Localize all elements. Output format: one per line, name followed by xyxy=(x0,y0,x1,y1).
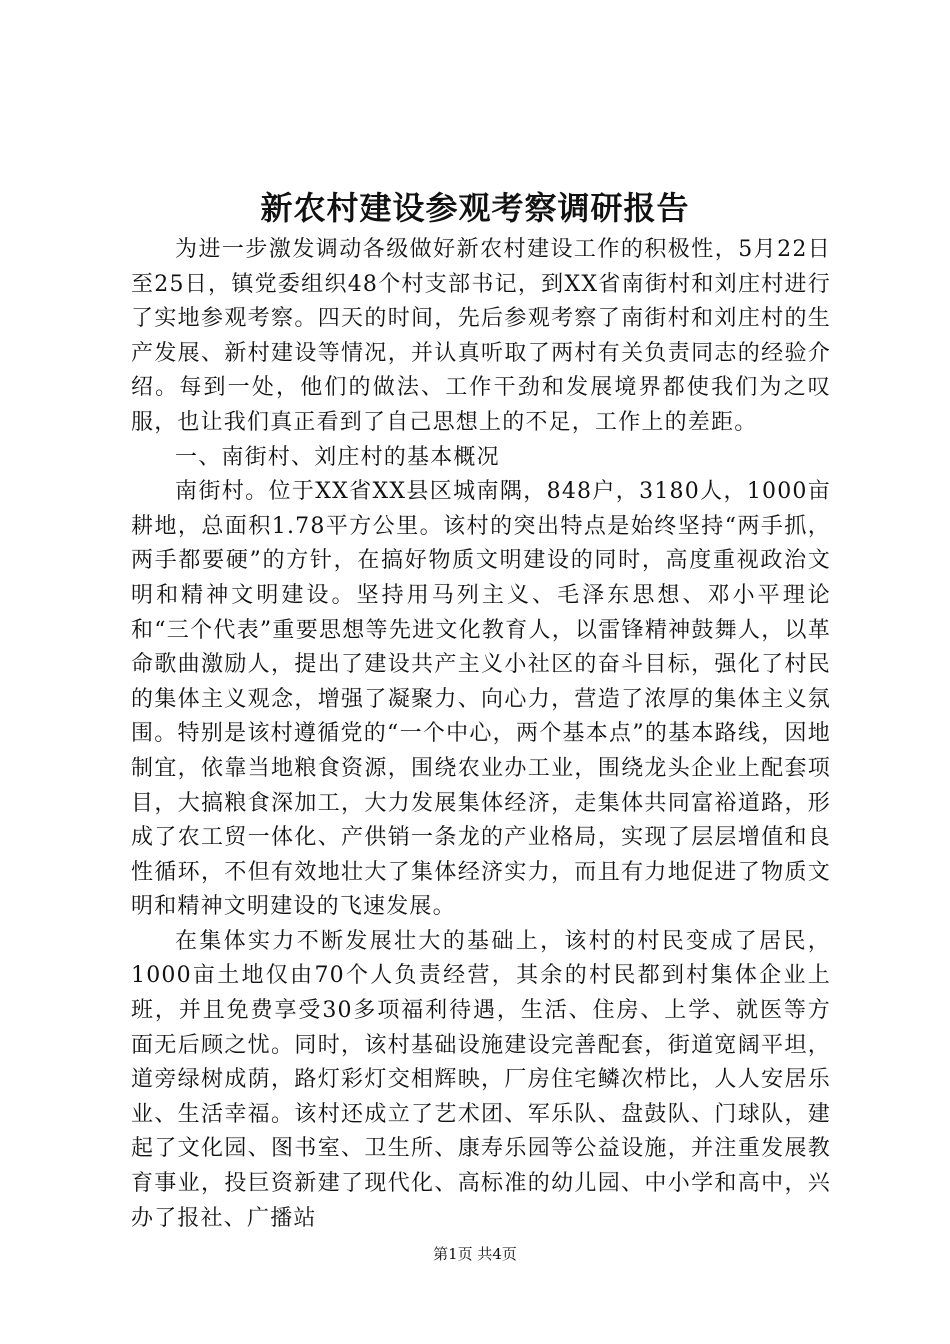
paragraph-intro: 为进一步激发调动各级做好新农村建设工作的积极性，5月22日至25日，镇党委组织48个村支部书记，到XX省南街村和刘庄村进行了实地参观考察。四天的时间，先后参观考察了南街村和刘庄村的生产发展、新村建设等情况，并认真听取了两村有关负责同志的经验介绍。每到一处，他们的做法、工作干劲和发展境界都使我们为之叹服，也让我们真正看到了自己思想上的不足，工作上的差距。 xyxy=(131,237,831,435)
page-footer: 第1页 共4页 xyxy=(433,1245,517,1263)
paragraph-nanjie: 南街村。位于XX省XX县区城南隅，848户，3180人，1000亩耕地，总面积1.78平方公里。该村的突出特点是始终坚持“两手抓，两手都要硬”的方针，在搞好物质文明建设的同时，高度重视政治文明和精神文明建设。坚持用马列主义、毛泽东思想、邓小平理论和“三个代表”重要思想等先进文化教育人，以雷锋精神鼓舞人，以革命歌曲激励人，提出了建设共产主义小社区的奋斗目标，强化了村民的集体主义观念，增强了凝聚力、向心力，营造了浓厚的集体主义氛围。特别是该村遵循党的“一个中心，两个基本点”的基本路线，因地制宜，依靠当地粮食资源，围绕农业办工业，围绕龙头企业上配套项目，大搞粮食深加工，大力发展集体经济，走集体共同富裕道路，形成了农工贸一体化、产供销一条龙的产业格局，实现了层层增值和良性循环，不但有效地壮大了集体经济实力，而且有力地促进了物质文明和精神文明建设的飞速发展。 xyxy=(131,479,831,920)
paragraph-collective: 在集体实力不断发展壮大的基础上，该村的村民变成了居民，1000亩土地仅由70个人负责经营，其余的村民都到村集体企业上班，并且免费享受30多项福利待遇，生活、住房、上学、就医等方面无后顾之忧。同时，该村基础设施建设完善配套，街道宽阔平坦，道旁绿树成荫，路灯彩灯交相辉映，厂房住宅鳞次栉比，人人安居乐业、生活幸福。该村还成立了艺术团、军乐队、盘鼓队、门球队，建起了文化园、图书室、卫生所、康寿乐园等公益设施，并注重发展教育事业，投巨资新建了现代化、高标准的幼儿园、中小学和高中，兴办了报社、广播站 xyxy=(131,928,831,1231)
document-title: 新农村建设参观考察调研报告 xyxy=(260,189,690,227)
document-body xyxy=(131,233,831,1236)
section-heading: 一、南街村、刘庄村的基本概况 xyxy=(175,444,500,470)
